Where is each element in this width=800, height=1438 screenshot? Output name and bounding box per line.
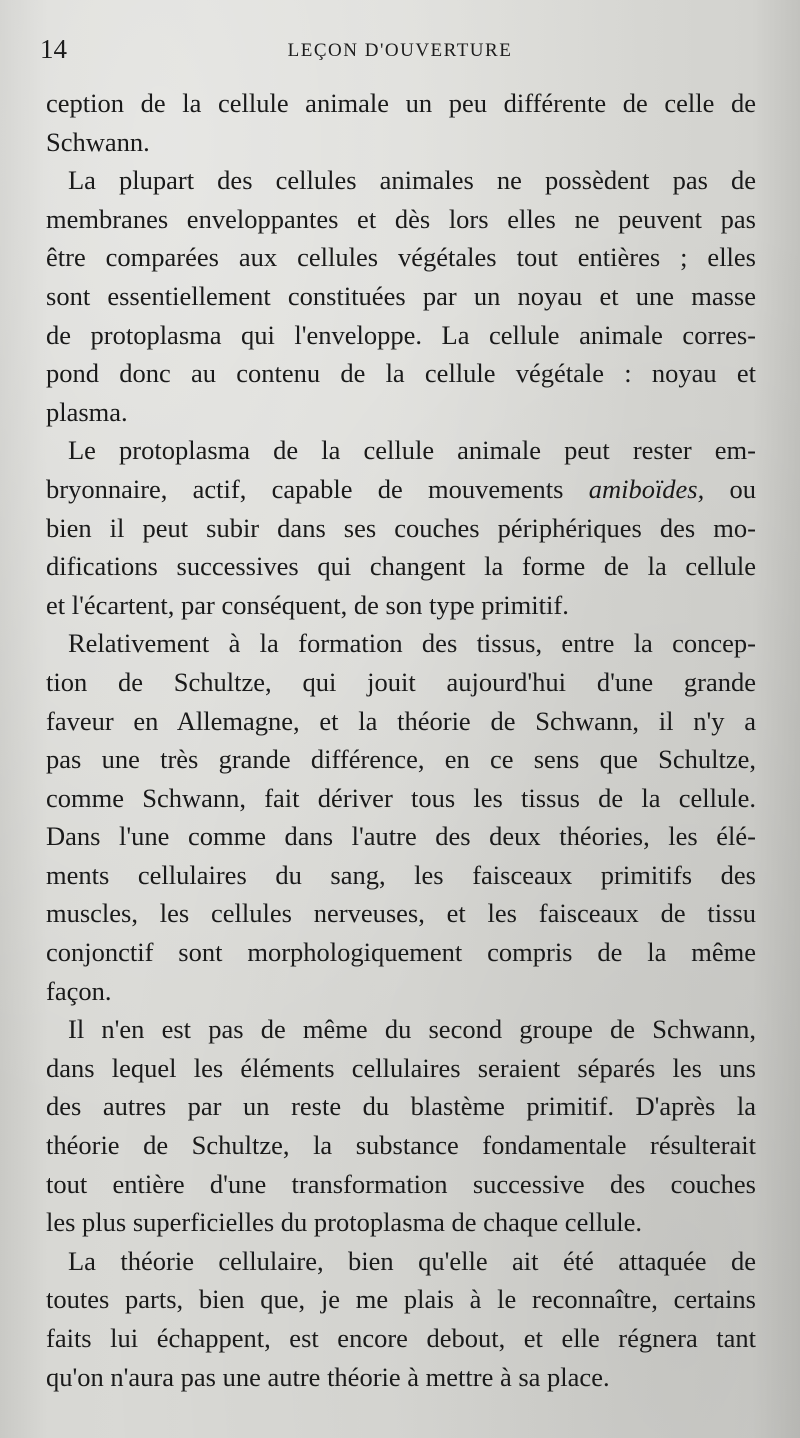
text-line: tout entière d'une transformation successive des couches xyxy=(46,1168,756,1199)
text-line: être comparées aux cellules végétales tout entières ; elles xyxy=(46,242,756,273)
text-line: des autres par un reste du blastème primitif. D'après la xyxy=(46,1091,756,1122)
page-number: 14 xyxy=(40,34,67,64)
text-segment: bryonnaire, actif, capable de mouvements xyxy=(46,473,589,504)
text-line: faveur en Allemagne, et la théorie de Schwann, il n'y a xyxy=(46,705,756,736)
text-line: plasma. xyxy=(46,396,128,427)
text-line: ments cellulaires du sang, les faisceaux primitifs des xyxy=(46,859,756,890)
running-head: LEÇON D'OUVERTURE xyxy=(287,40,513,61)
text-line: et l'écartent, par conséquent, de son type primitif. xyxy=(46,589,569,620)
italic-term: amiboïdes, xyxy=(588,473,705,504)
text-line: comme Schwann, fait dériver tous les tissus de la cellule. xyxy=(46,782,756,813)
text-line: membranes enveloppantes et dès lors elles ne peuvent pas xyxy=(46,203,756,234)
text-line: façon. xyxy=(46,975,112,1006)
text-line: Schwann. xyxy=(46,126,150,157)
text-line: ception de la cellule animale un peu différente de celle de xyxy=(46,88,756,118)
text-segment: ou xyxy=(704,473,756,504)
text-line: les plus superficielles du protoplasma de chaque cellule. xyxy=(46,1207,643,1238)
page-header xyxy=(40,34,760,74)
text-line: tion de Schultze, qui jouit aujourd'hui d'une grande xyxy=(46,666,756,697)
text-line: qu'on n'aura pas une autre théorie à mettre à sa place. xyxy=(46,1361,610,1392)
text-line: Relativement à la formation des tissus, entre la concep- xyxy=(68,628,756,659)
text-line: pas une très grande différence, en ce sens que Schultze, xyxy=(46,744,756,775)
text-line: conjonctif sont morphologiquement compris de la même xyxy=(46,937,756,968)
text-line: théorie de Schultze, la substance fondamentale résulterait xyxy=(46,1130,756,1161)
text-line: bien il peut subir dans ses couches périphériques des mo- xyxy=(46,512,756,543)
text-line: toutes parts, bien que, je me plais à le reconnaître, certains xyxy=(46,1284,756,1315)
text-line: La plupart des cellules animales ne possèdent pas de xyxy=(68,165,756,196)
text-line xyxy=(46,470,756,509)
text-line: La théorie cellulaire, bien qu'elle ait été attaquée de xyxy=(68,1245,756,1276)
text-line: pond donc au contenu de la cellule végétale : noyau et xyxy=(46,358,756,389)
text-line: faits lui échappent, est encore debout, et elle régnera tant xyxy=(46,1323,756,1353)
text-line: Dans l'une comme dans l'autre des deux théories, les élé- xyxy=(46,821,756,852)
text-line: difications successives qui changent la forme de la cellule xyxy=(46,551,756,582)
body-text xyxy=(46,84,756,1396)
text-line: Il n'en est pas de même du second groupe de Schwann, xyxy=(68,1014,756,1045)
text-line: de protoplasma qui l'enveloppe. La cellule animale corres- xyxy=(46,319,756,350)
text-line: muscles, les cellules nerveuses, et les faisceaux de tissu xyxy=(46,898,756,929)
text-line: sont essentiellement constituées par un noyau et une masse xyxy=(46,280,756,311)
text-line: dans lequel les éléments cellulaires seraient séparés les uns xyxy=(46,1052,756,1083)
text-line: Le protoplasma de la cellule animale peut rester em- xyxy=(68,435,756,466)
